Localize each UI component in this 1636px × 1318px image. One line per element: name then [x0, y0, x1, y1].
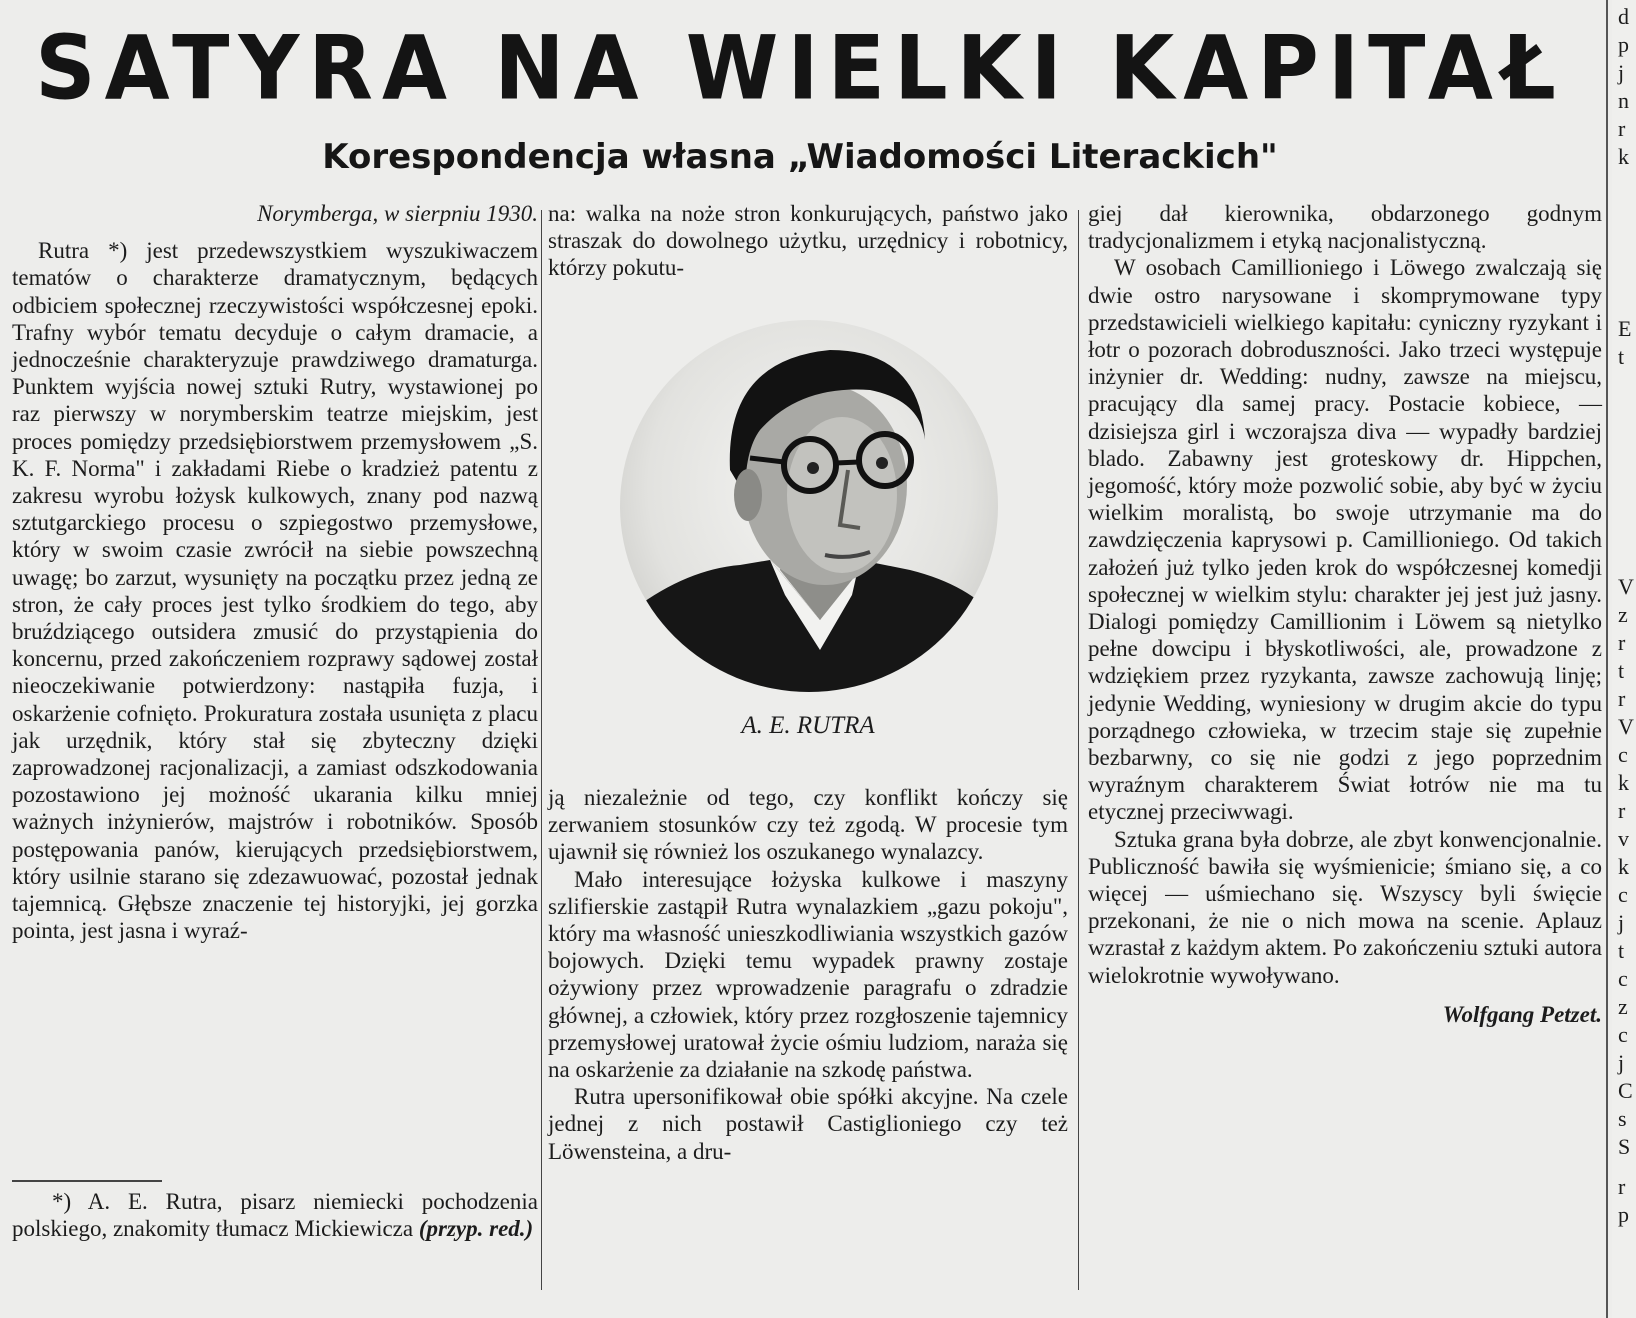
column-rule-1 [541, 210, 542, 1290]
headline: SATYRA NA WIELKI KAPITAŁ [35, 16, 1565, 120]
column-3-paragraph: Sztuka grana była dobrze, ale zbyt konwencjonalnie. Publiczność bawiła się wyśmienicie; śmiano się, a co więcej — uśmiechano się. Wszyscy byli święcie przekonani, że nie o nich mowa na scenie. Aplauz wzrastał z każdym aktem. Po zakończeniu sztuki autora wielokrotnie wywoływano. [1088, 826, 1602, 988]
edge-letter: c [1618, 882, 1628, 907]
portrait-photo [620, 320, 998, 692]
adjacent-column-fragment [1612, 0, 1636, 1318]
edge-letter: s [1618, 1106, 1627, 1131]
footnote-rule [12, 1180, 162, 1182]
edge-letter: r [1618, 686, 1626, 711]
edge-letter: c [1618, 1022, 1628, 1047]
edge-letter: r [1618, 1174, 1626, 1199]
column-1-paragraph: Rutra *) jest przedewszystkiem wyszukiwaczem tematów o charakterze dramatycznym, będących odbiciem społecznej rzeczywistości współczesnej epoki. Trafny wybór tematu decyduje o całym dramacie, a jednocześnie charakteryzuje prawdziwego dramaturga. Punktem wyjścia nowej sztuki Rutry, wystawionej po raz pierwszy w norymberskim teatrze miejskim, jest proces pomiędzy przedsiębiorstwem przemysłowem „S. K. F. Norma" i zakładami Riebe o kradzież patentu z zakresu wyrobu łożysk kulkowych, znany pod nazwą sztutgarckiego procesu o szpiegostwo przemysłowe, który w swoim czasie zwrócił na siebie powszechną uwagę; bo zarzut, wysunięty na początku przez jedną ze stron, że cały proces jest tylko środkiem do tego, aby bruździącego outsidera zmusić do przystąpienia do koncernu, przed zakończeniem rozprawy sądowej został nieoczekiwanie potwierdzony: nastąpiła fuzja, i oskarżenie cofnięto. Prokuratura została usunięta z placu jak urzędnik, który stał się zbyteczny dzięki zaprowadzonej racjonalizacji, a zamiast odszkodowania pozostawiono jej możność ukarania kilku mniej ważnych inżynierów, majstrów i robotników. Sposób postępowania panów, kierujących przedsiębiorstwem, który usilnie starano się zdezawuować, pozostał jednak tajemnicą. Głębsze znaczenie tej historyjki, jej gorzka pointa, jest jasna i wyraź- [12, 238, 538, 944]
portrait-illustration [620, 320, 998, 692]
edge-letter: c [1618, 966, 1628, 991]
edge-letter: E [1618, 316, 1632, 341]
edge-letter: C [1618, 1078, 1633, 1103]
edge-letter: d [1618, 4, 1629, 29]
column-2-top-paragraph: na: walka na noże stron konkurujących, państwo jako straszak do dowolnego użytku, urzędnicy i robotnicy, którzy pokutu- [548, 201, 1068, 281]
column-2-paragraph: Rutra upersonifikował obie spółki akcyjne. Na czele jednej z nich postawił Castiglioniego czy też Löwensteina, a dru- [548, 1084, 1068, 1164]
column-2-top [548, 200, 1068, 282]
column-3 [1088, 200, 1602, 1028]
edge-letter: c [1618, 742, 1628, 767]
column-1 [12, 200, 538, 944]
edge-letter: p [1618, 32, 1629, 57]
edge-letter: j [1618, 910, 1625, 935]
right-edge-rule [1606, 0, 1608, 1318]
column-3-paragraph: giej dał kierownika, obdarzonego godnym tradycjonalizmem i etyką nacjonalistyczną. [1088, 201, 1602, 254]
column-rule-2 [1078, 210, 1079, 1290]
edge-letter: n [1618, 88, 1629, 113]
edge-letter: V [1618, 574, 1634, 599]
edge-letter: z [1618, 994, 1628, 1019]
edge-letter: z [1618, 602, 1628, 627]
edge-letter: t [1618, 658, 1625, 683]
edge-letter: V [1618, 714, 1634, 739]
column-2-paragraph: Mało interesujące łożyska kulkowe i maszyny szlifierskie zastąpił Rutra wynalazkiem „gazu pokoju", który ma własność unieszkodliwiania wszystkich gazów bojowych. Dzięki temu wypadek prawny zostaje ożywiony przez wprowadzenie paragrafu o zdradzie głównej, a człowiek, który przez rozgłoszenie tajemnicy przemysłowej uratował życie ośmiu ludziom, naraża się na oskarżenie za działanie na szkodę państwa. [548, 866, 1068, 1083]
signature: Wolfgang Petzet. [1442, 1001, 1602, 1027]
edge-letter: k [1618, 770, 1629, 795]
edge-letter: p [1618, 1202, 1629, 1227]
column-3-paragraph: W osobach Camillioniego i Löwego zwalczają się dwie ostro narysowane i skomprymowane typy przedstawicieli wielkiego kapitału: cyniczny ryzykant i łotr o pozorach dobroduszności. Jako trzeci występuje inżynier dr. Wedding: nudny, zawsze na miejscu, pracujący dla samej pracy. Postacie kobiece, — dzisiejsza girl i wczorajsza diva — wypadły bardziej blado. Zabawny jest groteskowy dr. Hippchen, jegomość, który może pozwolić sobie, aby być w życiu wielkim moralistą, bo swoje utrzymanie ma do zawdzięczenia kaprysowi p. Camillioniego. Od takich założeń już tylko jeden krok do współczesnej komedji społecznej w wielkim stylu: charakter jej jest już jasny. Dialogi pomiędzy Camillionim i Löwem są nietylko pełne dowcipu i błyskotliwości, ale, prowadzone z wdziękiem przez ryzykanta, zawsze zachowują linję; jedynie Wedding, wyniesiony w drugim akcie do typu porządnego człowieka, w trzecim staje się zupełnie bezbarwny, co się nie godzi z jego poprzednim wyraźnym charakterem Świat łotrów nie ma tu etycznej przeciwwagi. [1088, 255, 1602, 825]
footnote-text: *) A. E. Rutra, pisarz niemiecki pochodzenia polskiego, znakomity tłumacz Mickiewicza [12, 1189, 538, 1242]
edge-letter: j [1618, 60, 1625, 85]
edge-letter: t [1618, 344, 1625, 369]
column-2-paragraph: ją niezależnie od tego, czy konflikt kończy się zerwaniem stosunków czy też zgodą. W procesie tym ujawnił się również los oszukanego wynalazcy. [548, 785, 1068, 865]
edge-letter: t [1618, 938, 1625, 963]
edge-letter: S [1618, 1134, 1631, 1159]
portrait-caption: A. E. RUTRA [741, 712, 875, 739]
edge-letter: k [1618, 144, 1629, 169]
footnote-note: (przyp. red.) [418, 1216, 534, 1242]
edge-letter: r [1618, 798, 1626, 823]
edge-letter: r [1618, 116, 1626, 141]
edge-letter: v [1618, 826, 1629, 851]
edge-letter: j [1618, 1050, 1625, 1075]
edge-letter: k [1618, 854, 1629, 879]
subheadline: Korespondencja własna „Wiadomości Literackich" [322, 137, 1278, 177]
edge-letter: r [1618, 630, 1626, 655]
column-2-bottom [548, 784, 1068, 1165]
dateline: Norymberga, w sierpniu 1930. [257, 201, 538, 226]
footnote [12, 1188, 538, 1242]
